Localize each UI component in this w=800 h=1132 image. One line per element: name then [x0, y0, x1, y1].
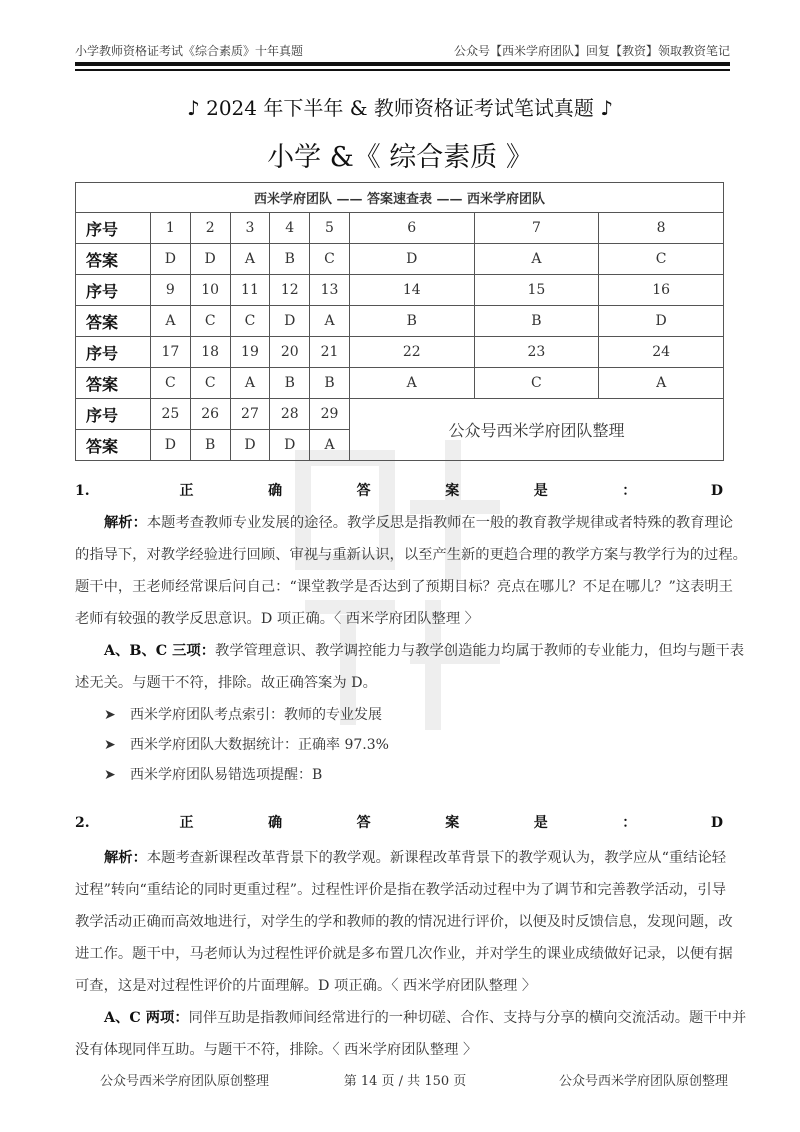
- answer-cell: D: [349, 244, 474, 275]
- number-label: 序号: [76, 337, 151, 368]
- answer-cell: B: [474, 306, 599, 337]
- q1-abc-label: A、B、C 三项：: [104, 643, 216, 659]
- footer-right: 公众号西米学府团队原创整理: [558, 1074, 728, 1089]
- header-left: 小学教师资格证考试《综合素质》十年真题: [75, 44, 304, 58]
- q2-ac-label: A、C 两项：: [104, 1010, 189, 1026]
- q2-heading: [75, 812, 723, 832]
- answer-cell: C: [310, 244, 350, 275]
- answer-cell: D: [151, 430, 191, 461]
- number-label: 序号: [76, 399, 151, 430]
- q2-line: 可查，这是对过程性评价的片面理解。D 项正确。〈 西米学府团队整理 〉: [75, 978, 537, 994]
- answer-cell: A: [310, 430, 350, 461]
- answer-cell: A: [349, 368, 474, 399]
- question-number-cell: 5: [310, 213, 350, 244]
- answer-cell: D: [190, 244, 230, 275]
- answer-row: [76, 306, 724, 337]
- answer-cell: A: [230, 244, 270, 275]
- answer-label: 答案: [76, 430, 151, 461]
- number-row: [76, 337, 724, 368]
- question-number-cell: 4: [270, 213, 310, 244]
- q2-text: 本题考查新课程改革背景下的教学观。新课程改革背景下的教学观认为，教学应从“重结论轻: [146, 850, 727, 866]
- question-number-cell: 14: [349, 275, 474, 306]
- q1-bullet: [104, 704, 382, 724]
- q1-text: 本题考查教师专业发展的途径。教学反思是指教师在一般的教育教学规律或者特殊的教育理论: [146, 515, 734, 531]
- q1-heading: [75, 480, 723, 500]
- question-number-cell: 18: [190, 337, 230, 368]
- q1-abc-text: 教学管理意识、教学调控能力与教学创造能力均属于教师的专业能力，但均与题干表: [215, 643, 745, 659]
- question-number-cell: 7: [474, 213, 599, 244]
- q1-line: [104, 512, 734, 532]
- question-number-cell: 11: [230, 275, 270, 306]
- question-number-cell: 17: [151, 337, 191, 368]
- q2-analysis-label: 解析：: [104, 850, 147, 866]
- answer-cell: B: [310, 368, 350, 399]
- q2-ac-line: 没有体现同伴互助。与题干不符，排除。〈 西米学府团队整理 〉: [75, 1042, 478, 1058]
- question-number-cell: 20: [270, 337, 310, 368]
- q1-bullet: [104, 734, 389, 754]
- answer-cell: B: [190, 430, 230, 461]
- answer-row: [76, 368, 724, 399]
- question-number-cell: 21: [310, 337, 350, 368]
- q2-line: 过程”转向“重结论的同时更重过程”。过程性评价是指在教学活动过程中为了调节和完善教学活动，引导: [75, 882, 726, 898]
- bullet-text: 西米学府团队易错选项提醒：B: [130, 767, 323, 783]
- question-number-cell: 23: [474, 337, 599, 368]
- answer-row: [76, 244, 724, 275]
- number-row: [76, 399, 724, 430]
- q1-abc-line: [104, 640, 745, 660]
- answer-cell: C: [599, 244, 724, 275]
- question-number-cell: 16: [599, 275, 724, 306]
- q1-analysis-label: 解析：: [104, 515, 147, 531]
- q1-line: 老师有较强的教学反思意识。D 项正确。〈 西米学府团队整理 〉: [75, 611, 479, 627]
- header-right: 公众号【西米学府团队】回复【教资】领取教资笔记: [453, 44, 730, 58]
- question-number-cell: 25: [151, 399, 191, 430]
- question-number-cell: 10: [190, 275, 230, 306]
- question-number-cell: 9: [151, 275, 191, 306]
- answer-cell: A: [310, 306, 350, 337]
- answer-cell: C: [190, 306, 230, 337]
- question-number-cell: 3: [230, 213, 270, 244]
- q1-line: 题干中，王老师经常课后问自己：“课堂教学是否达到了预期目标？亮点在哪儿？不足在哪儿？”这表明王: [75, 579, 733, 595]
- question-number-cell: 15: [474, 275, 599, 306]
- answer-cell: A: [230, 368, 270, 399]
- q2-answer: 正确答案是：D: [105, 815, 723, 831]
- question-number-cell: 6: [349, 213, 474, 244]
- number-row: [76, 213, 724, 244]
- answer-label: 答案: [76, 306, 151, 337]
- page-number: 第 14 页 / 共 150 页: [343, 1074, 467, 1089]
- q2-line: 进工作。题干中，马老师认为过程性评价就是多布置几次作业，并对学生的课业成绩做好记录，以便有据: [75, 946, 733, 962]
- q2-line: [104, 847, 727, 867]
- answer-cell: D: [151, 244, 191, 275]
- number-label: 序号: [76, 275, 151, 306]
- question-number-cell: 19: [230, 337, 270, 368]
- page-subtitle: 小学 &《 综合素质 》: [267, 142, 533, 173]
- q1-answer: 正确答案是：D: [105, 483, 723, 499]
- q1-bullet: [104, 764, 322, 784]
- page-title: ♪ 2024 年下半年 & 教师资格证考试笔试真题 ♪: [186, 96, 613, 120]
- answer-cell: A: [474, 244, 599, 275]
- bullet-text: 西米学府团队考点索引：教师的专业发展: [130, 707, 382, 723]
- question-number-cell: 12: [270, 275, 310, 306]
- q1-abc-line: 述无关。与题干不符，排除。故正确答案为 D。: [75, 675, 377, 691]
- bullet-text: 西米学府团队大数据统计：正确率 97.3%: [130, 737, 389, 753]
- answer-cell: A: [599, 368, 724, 399]
- question-number-cell: 22: [349, 337, 474, 368]
- answer-label: 答案: [76, 368, 151, 399]
- question-number-cell: 27: [230, 399, 270, 430]
- answer-cell: C: [190, 368, 230, 399]
- answer-cell: D: [599, 306, 724, 337]
- table-caption: 西米学府团队 —— 答案速查表 —— 西米学府团队: [76, 183, 724, 213]
- header-rule: [75, 62, 730, 66]
- question-number-cell: 26: [190, 399, 230, 430]
- number-row: [76, 275, 724, 306]
- question-number-cell: 13: [310, 275, 350, 306]
- q2-number: 2.: [75, 815, 90, 831]
- q2-ac-line: [104, 1007, 747, 1027]
- q2-line: 教学活动正确而高效地进行，对学生的学和教师的教的情况进行评价，以便及时反馈信息，发现问题，改: [75, 914, 733, 930]
- answer-cell: B: [270, 368, 310, 399]
- answer-cell: B: [270, 244, 310, 275]
- question-number-cell: 1: [151, 213, 191, 244]
- answer-cell: C: [230, 306, 270, 337]
- question-number-cell: 8: [599, 213, 724, 244]
- answer-cell: B: [349, 306, 474, 337]
- footer-left: 公众号西米学府团队原创整理: [100, 1074, 270, 1089]
- question-number-cell: 2: [190, 213, 230, 244]
- answer-table: [75, 182, 724, 461]
- table-note: 公众号西米学府团队整理: [349, 399, 723, 461]
- header-rule-thin: [75, 69, 730, 71]
- question-number-cell: 29: [310, 399, 350, 430]
- answer-cell: A: [151, 306, 191, 337]
- question-number-cell: 28: [270, 399, 310, 430]
- answer-cell: D: [230, 430, 270, 461]
- answer-cell: C: [151, 368, 191, 399]
- arrow-bullet-icon: ➤: [104, 707, 116, 723]
- number-label: 序号: [76, 213, 151, 244]
- question-number-cell: 24: [599, 337, 724, 368]
- arrow-bullet-icon: ➤: [104, 767, 116, 783]
- answer-cell: D: [270, 306, 310, 337]
- q1-line: 的指导下，对教学经验进行回顾、审视与重新认识，以至产生新的更趋合理的教学方案与教学行为的过程。: [75, 547, 747, 563]
- q1-number: 1.: [75, 483, 90, 499]
- arrow-bullet-icon: ➤: [104, 737, 116, 753]
- answer-label: 答案: [76, 244, 151, 275]
- answer-cell: C: [474, 368, 599, 399]
- q2-ac-text: 同伴互助是指教师间经常进行的一种切磋、合作、支持与分享的横向交流活动。题干中并: [188, 1010, 747, 1026]
- answer-cell: D: [270, 430, 310, 461]
